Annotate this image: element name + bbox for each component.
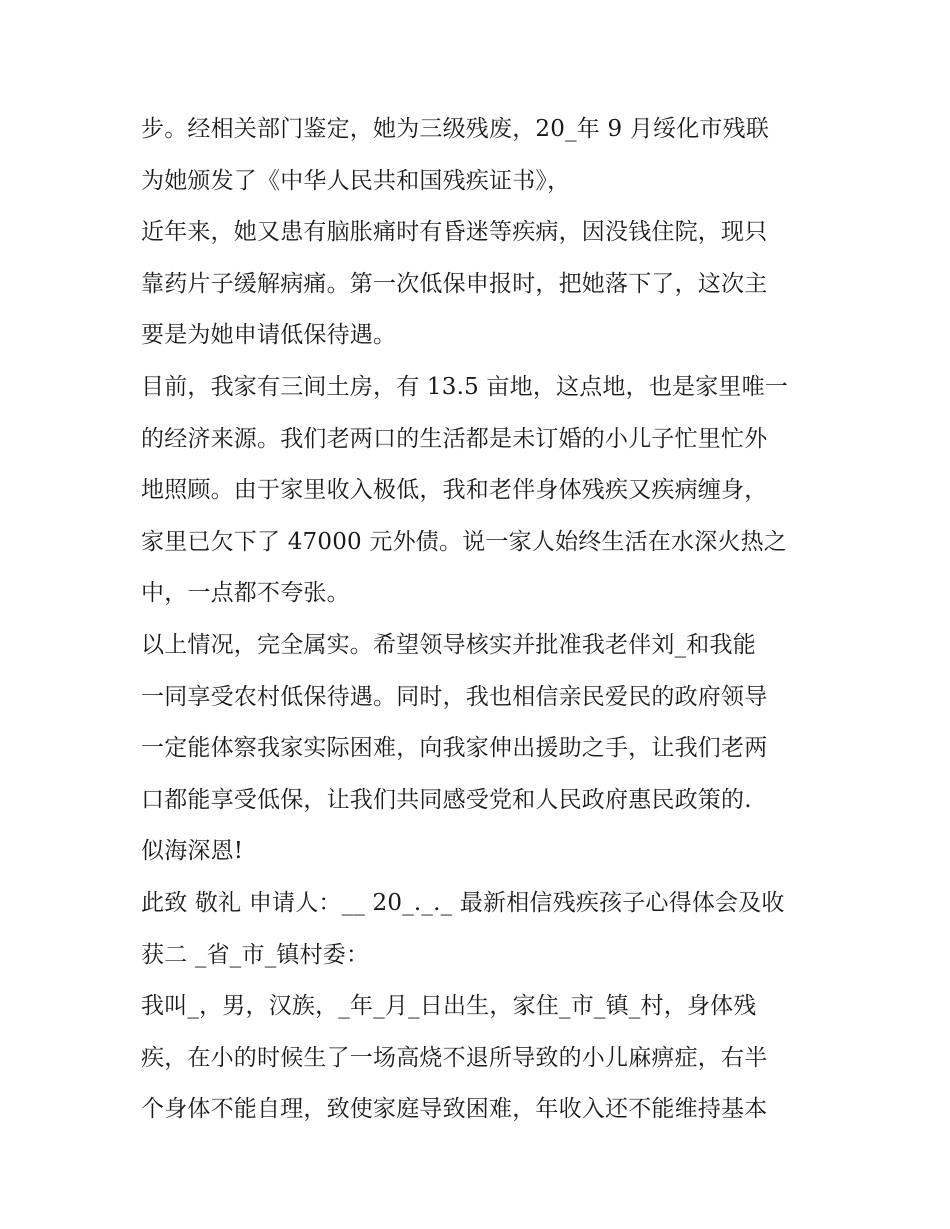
text-line: 一定能体察我家实际困难，向我家伸出援助之手，让我们老两 [141, 735, 768, 762]
text-line: 为她颁发了《中华人民共和国残疾证书》， [141, 167, 571, 194]
text-line: 目前，我家有三间土房，有 13.5 亩地，这点地，也是家里唯一 [141, 373, 789, 400]
text-line: 近年来，她又患有脑胀痛时有昏迷等疾病，因没钱住院，现只 [141, 219, 768, 246]
text-line: 以上情况，完全属实。希望领导核实并批准我老伴刘_和我能 [141, 631, 756, 658]
text-line: 获二 _省_市_镇村委： [141, 941, 370, 968]
text-line: 一同享受农村低保待遇。同时，我也相信亲民爱民的政府领导 [141, 683, 768, 710]
text-line: 此致 敬礼 申请人：__ 20_._._ 最新相信残疾孩子心得体会及收 [141, 889, 785, 916]
text-line: 地照顾。由于家里收入极低，我和老伴身体残疾又疾病缠身， [141, 477, 768, 504]
text-line: 我叫_，男，汉族，_年_月_日出生，家住_市_镇_村，身体残 [141, 993, 757, 1020]
text-line: 个身体不能自理，致使家庭导致困难，年收入还不能维持基本 [141, 1096, 768, 1123]
text-line: 要是为她申请低保待遇。 [141, 322, 397, 349]
text-line: 家里已欠下了 47000 元外债。说一家人始终生活在水深火热之 [141, 528, 787, 555]
text-line: 步。经相关部门鉴定，她为三级残废，20_年 9 月绥化市残联 [141, 116, 770, 142]
text-line: 疾，在小的时候生了一场高烧不退所导致的小儿麻痹症，右半 [141, 1044, 768, 1071]
text-line: 的经济来源。我们老两口的生活都是未订婚的小儿子忙里忙外 [141, 425, 768, 452]
text-line: 中，一点都不夸张。 [141, 580, 350, 607]
document-body [141, 104, 813, 1136]
text-line: 似海深恩! [141, 838, 244, 865]
text-line: 靠药片子缓解病痛。第一次低保申报时，把她落下了，这次主 [141, 270, 768, 297]
text-line: 口都能享受低保，让我们共同感受党和人民政府惠民政策的. [141, 786, 752, 813]
